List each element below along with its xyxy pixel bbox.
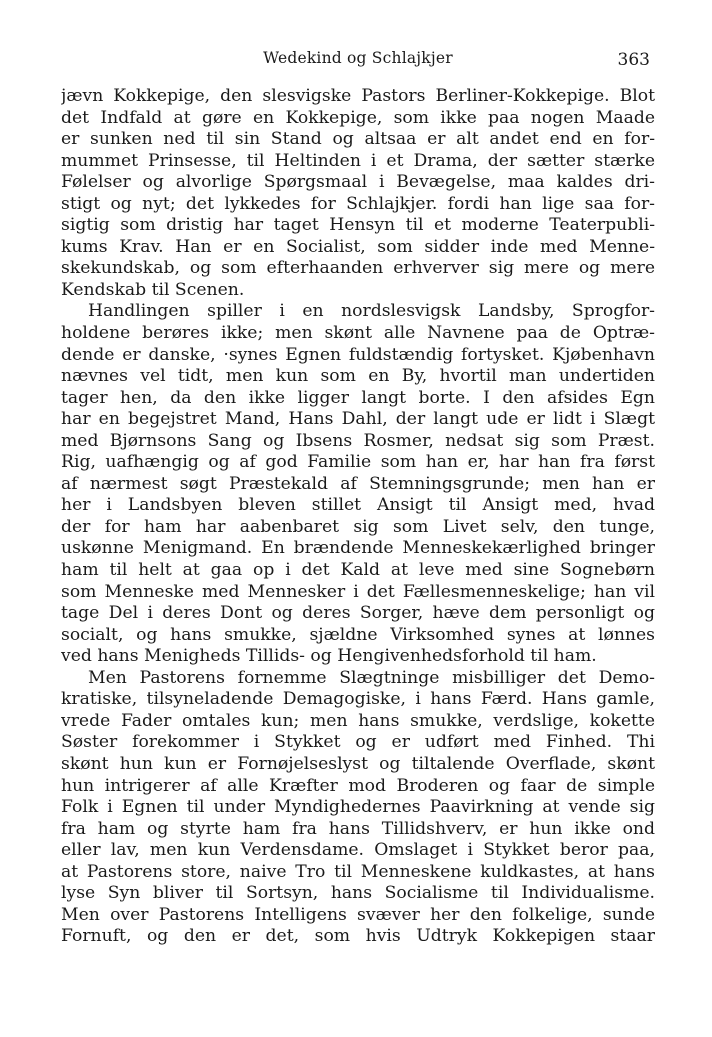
text-line: hun intrigerer af alle Kræfter mod Broderen og faar de simple xyxy=(61,775,655,796)
text-line: Folk i Egnen til under Myndighedernes Paavirkning at vende sig xyxy=(61,797,655,818)
paragraph-first-line: Men Pastorens fornemme Slægtninge misbilliger det Demo- xyxy=(88,667,655,688)
text-line: her i Landsbyen bleven stillet Ansigt til Ansigt med, hvad xyxy=(61,495,655,516)
text-line: er sunken ned til sin Stand og altsaa er alt andet end en for- xyxy=(61,129,655,150)
text-line: tage Del i deres Dont og deres Sorger, hæve dem personligt og xyxy=(61,603,655,624)
text-line: at Pastorens store, naive Tro til Menneskene kuldkastes, at hans xyxy=(61,861,655,882)
text-line: som Menneske med Mennesker i det Fællesmenneskelige; han vil xyxy=(61,581,655,602)
text-line: mummet Prinsesse, til Heltinden i et Drama, der sætter stærke xyxy=(61,150,655,171)
page-number: 363 xyxy=(617,50,650,70)
text-line: har en begejstret Mand, Hans Dahl, der langt ude er lidt i Slægt xyxy=(61,409,655,430)
paragraph-end-line: Kendskab til Scenen. xyxy=(61,279,245,300)
running-title: Wedekind og Schlajkjer xyxy=(263,49,453,67)
text-line: Søster forekommer i Stykket og er udført med Finhed. Thi xyxy=(61,732,655,753)
text-line: stigt og nyt; det lykkedes for Schlajkjer. fordi han lige saa for- xyxy=(61,193,655,214)
text-line: der for ham har aabenbaret sig som Livet selv, den tunge, xyxy=(61,516,655,537)
text-line: nævnes vel tidt, men kun som en By, hvortil man undertiden xyxy=(61,366,655,387)
text-line: Fornuft, og den er det, som hvis Udtryk Kokkepigen staar xyxy=(61,926,655,947)
text-line: eller lav, men kun Verdensdame. Omslaget i Stykket beror paa, xyxy=(61,840,655,861)
text-line: Følelser og alvorlige Spørgsmaal i Bevægelse, maa kaldes dri- xyxy=(61,172,655,193)
text-line: lyse Syn bliver til Sortsyn, hans Socialisme til Individualisme. xyxy=(61,883,655,904)
body-text xyxy=(61,86,655,948)
text-line: med Bjørnsons Sang og Ibsens Rosmer, nedsat sig som Præst. xyxy=(61,430,655,451)
text-line: sigtig som dristig har taget Hensyn til et moderne Teaterpubli- xyxy=(61,215,655,236)
text-line: jævn Kokkepige, den slesvigske Pastors Berliner-Kokkepige. Blot xyxy=(61,86,655,106)
text-line: fra ham og styrte ham fra hans Tillidshverv, er hun ikke ond xyxy=(61,818,655,839)
text-line: Men over Pastorens Intelligens svæver her den folkelige, sunde xyxy=(61,904,655,925)
text-line: dende er danske, ·synes Egnen fuldstændig fortysket. Kjøbenhavn xyxy=(61,344,655,365)
text-line: socialt, og hans smukke, sjældne Virksomhed synes at lønnes xyxy=(61,624,655,645)
text-line: af nærmest søgt Præstekald af Stemningsgrunde; men han er xyxy=(61,473,655,494)
text-line: skekundskab, og som efterhaanden erhverver sig mere og mere xyxy=(61,258,655,279)
paragraph-first-line: Handlingen spiller i en nordslesvigsk Landsby, Sprogfor- xyxy=(88,301,655,322)
text-line: kratiske, tilsyneladende Demagogiske, i hans Færd. Hans gamle, xyxy=(61,689,655,710)
text-line: skønt hun kun er Fornøjelseslyst og tiltalende Overflade, skønt xyxy=(61,753,655,774)
text-line: tager hen, da den ikke ligger langt borte. I den afsides Egn xyxy=(61,387,655,408)
text-line: uskønne Menigmand. En brændende Menneskekærlighed bringer xyxy=(61,538,655,559)
text-line: ham til helt at gaa op i det Kald at leve med sine Sognebørn xyxy=(61,560,655,581)
text-line: det Indfald at gøre en Kokkepige, som ikke paa nogen Maade xyxy=(61,107,655,128)
text-line: vrede Fader omtales kun; men hans smukke, verdslige, kokette xyxy=(61,710,655,731)
text-line: kums Krav. Han er en Socialist, som sidder inde med Menne- xyxy=(61,236,655,257)
running-head xyxy=(60,49,656,75)
paragraph-end-line: ved hans Menigheds Tillids- og Hengivenhedsforhold til ham. xyxy=(61,646,597,667)
text-line: holdene berøres ikke; men skønt alle Navnene paa de Optræ- xyxy=(61,323,655,344)
text-line: Rig, uafhængig og af god Familie som han er, har han fra først xyxy=(61,452,655,473)
